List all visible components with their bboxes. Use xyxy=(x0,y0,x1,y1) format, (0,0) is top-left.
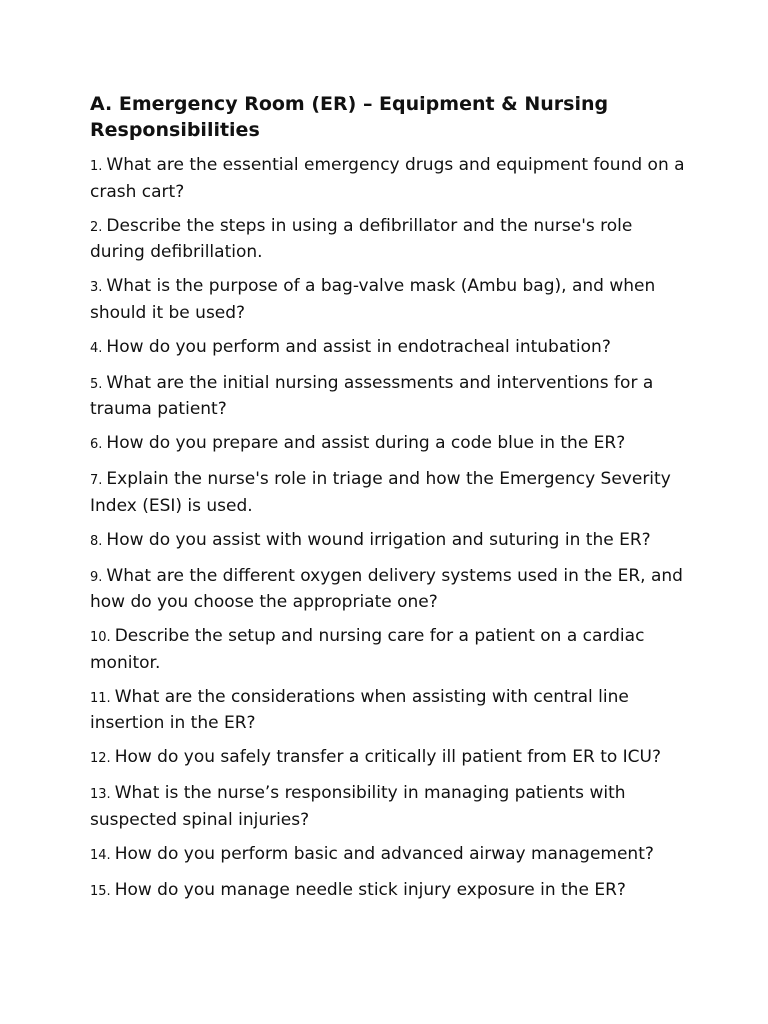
question-text: Describe the steps in using a defibrillator and the nurse's role during defibrillation. xyxy=(90,215,633,262)
question-item xyxy=(90,878,690,905)
question-text: Explain the nurse's role in triage and how the Emergency Severity Index (ESI) is used. xyxy=(90,469,671,516)
question-item xyxy=(90,431,690,458)
question-text: Describe the setup and nursing care for a patient on a cardiac monitor. xyxy=(90,626,645,673)
question-number: 6. xyxy=(90,437,103,452)
question-text: What is the purpose of a bag-valve mask (Ambu bag), and when should it be used? xyxy=(90,276,656,323)
question-item xyxy=(90,153,690,204)
question-item xyxy=(90,528,690,555)
question-number: 11. xyxy=(90,690,111,706)
question-number: 1. xyxy=(90,159,103,174)
question-item xyxy=(90,467,690,518)
question-item xyxy=(90,745,690,772)
question-item xyxy=(90,781,690,832)
question-text: What is the nurse’s responsibility in managing patients with suspected spinal injuries? xyxy=(90,783,626,830)
question-item xyxy=(90,371,690,422)
question-item xyxy=(90,214,690,265)
question-text: How do you manage needle stick injury exposure in the ER? xyxy=(114,879,626,900)
question-number: 7. xyxy=(90,473,103,488)
document-page xyxy=(90,91,690,914)
question-text: How do you assist with wound irrigation and suturing in the ER? xyxy=(106,529,651,550)
question-list xyxy=(90,153,690,904)
question-text: What are the different oxygen delivery systems used in the ER, and how do you choose the appropriate one? xyxy=(90,565,683,612)
question-text: How do you prepare and assist during a code blue in the ER? xyxy=(106,433,626,453)
question-item xyxy=(90,624,690,675)
question-text: How do you safely transfer a critically ill patient from ER to ICU? xyxy=(114,747,662,767)
question-item xyxy=(90,685,690,736)
question-text: How do you perform basic and advanced airway management? xyxy=(114,843,654,864)
question-number: 14. xyxy=(90,847,111,863)
question-text: What are the essential emergency drugs and equipment found on a crash cart? xyxy=(90,155,685,202)
question-number: 15. xyxy=(90,883,111,899)
question-text: How do you perform and assist in endotracheal intubation? xyxy=(106,336,611,357)
question-number: 12. xyxy=(90,751,111,766)
question-number: 13. xyxy=(90,787,111,802)
question-item xyxy=(90,335,690,362)
question-text: What are the initial nursing assessments and interventions for a trauma patient? xyxy=(90,372,654,419)
question-number: 5. xyxy=(90,376,103,392)
question-number: 2. xyxy=(90,219,103,235)
section-title: A. Emergency Room (ER) – Equipment & Nursing Responsibilities xyxy=(90,93,609,141)
question-item xyxy=(90,842,690,869)
question-text: What are the considerations when assisting with central line insertion in the ER? xyxy=(90,686,629,733)
question-item xyxy=(90,564,690,615)
question-number: 9. xyxy=(90,569,103,585)
question-item xyxy=(90,274,690,325)
question-number: 8. xyxy=(90,533,103,549)
question-number: 4. xyxy=(90,340,103,356)
question-number: 3. xyxy=(90,280,103,295)
question-number: 10. xyxy=(90,630,111,645)
